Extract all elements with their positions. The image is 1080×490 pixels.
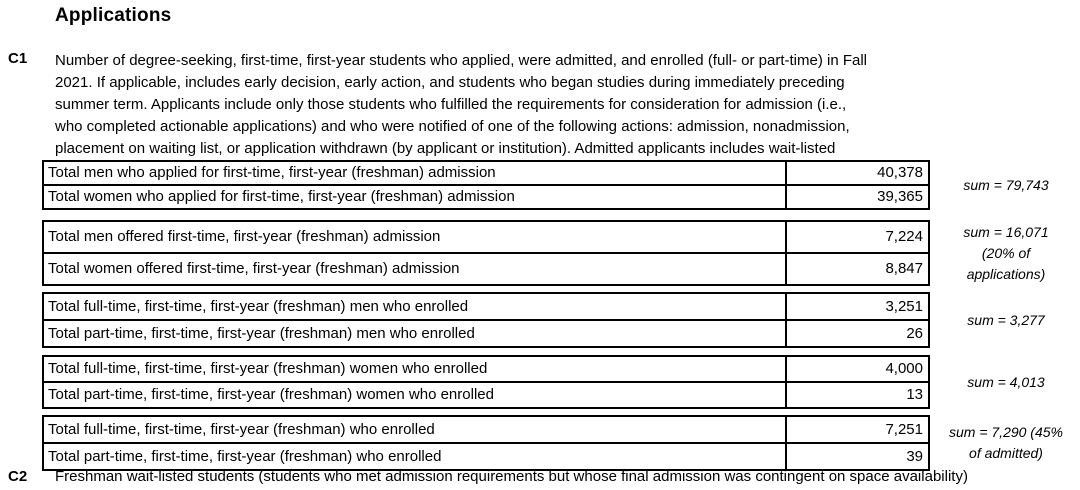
sum-annotation-line: (20% of [981,244,1031,261]
table-row [44,417,928,442]
sum-annotation-line: applications) [966,265,1046,282]
table-row [44,252,928,284]
row-value: 7,251 [885,421,923,438]
applied-table [42,160,930,210]
table-row [44,381,928,407]
table-row [44,442,928,469]
men-enrolled-table-group [42,292,1080,348]
row-value: 7,224 [885,228,923,245]
c1-description-line: Number of degree-seeking, first-time, first-year students who applied, were admitted, and enrolled (full- or part-time) in Fall [55,52,868,69]
sum-annotation-line: sum = 7,290 (45% [948,424,1063,440]
row-value: 40,378 [877,164,923,181]
row-value: 26 [906,325,923,342]
row-label: Total full-time, first-time, first-year (freshman) who enrolled [44,417,787,442]
table-row [44,184,928,208]
women-enrolled-table-group [42,355,1080,409]
c1-description-line: placement on waiting list, or application withdrawn (by applicant or institution). Admitted applicants includes wait-listed [55,140,836,157]
sum-annotation-line: sum = 79,743 [963,176,1049,193]
table-row [44,162,928,184]
total-enrolled-table [42,415,930,471]
men-enrolled-table [42,292,930,348]
row-label: Total full-time, first-time, first-year (freshman) men who enrolled [44,294,787,319]
row-value: 39 [906,448,923,465]
table-row [44,222,928,252]
women-enrolled-table [42,355,930,409]
c1-description-line: who completed actionable applications) and who were notified of one of the following actions: admission, nonadmission, [55,118,850,135]
table-row [44,294,928,319]
question-label-c1: C1 [8,50,28,67]
row-value: 8,847 [885,260,923,277]
row-label: Total part-time, first-time, first-year (freshman) men who enrolled [44,321,787,346]
row-label: Total women offered first-time, first-year (freshman) admission [44,254,787,284]
c2-description: Freshman wait-listed students (students who met admission requirements but whose final admission was contingent on space availability) [55,468,968,485]
row-label: Total men offered first-time, first-year (freshman) admission [44,222,787,252]
row-label: Total men who applied for first-time, first-year (freshman) admission [44,162,787,184]
sum-annotation [932,372,1080,393]
row-label: Total part-time, first-time, first-year (freshman) who enrolled [44,444,787,469]
table-row [44,357,928,381]
sum-annotation [932,422,1080,464]
sum-annotation [932,222,1080,285]
row-value: 13 [906,386,923,403]
row-value: 3,251 [885,298,923,315]
row-value: 4,000 [885,360,923,377]
c1-description [55,50,1070,160]
row-value: 39,365 [877,188,923,205]
sum-annotation-line: sum = 16,071 [963,223,1049,240]
sum-annotation [932,310,1080,331]
admitted-table-group [42,220,1080,286]
sum-annotation-line: sum = 4,013 [967,373,1045,390]
table-row [44,319,928,346]
c1-description-line: summer term. Applicants include only those students who fulfilled the requirements for consideration for admission (i.e., [55,96,847,113]
row-label: Total full-time, first-time, first-year (freshman) women who enrolled [44,357,787,381]
question-label-c2: C2 [8,468,28,485]
applied-table-group [42,160,1080,210]
row-label: Total women who applied for first-time, first-year (freshman) admission [44,186,787,208]
row-label: Total part-time, first-time, first-year (freshman) women who enrolled [44,383,787,407]
c2-row-clipped [0,468,1080,490]
page-title: Applications [55,5,172,26]
sum-annotation [932,175,1080,196]
total-enrolled-table-group [42,415,1080,471]
sum-annotation-line: sum = 3,277 [967,311,1045,328]
sum-annotation-line: of admitted) [969,445,1043,461]
admitted-table [42,220,930,286]
c1-description-line: 2021. If applicable, includes early decision, early action, and students who began studies during immediately preceding [55,74,845,91]
